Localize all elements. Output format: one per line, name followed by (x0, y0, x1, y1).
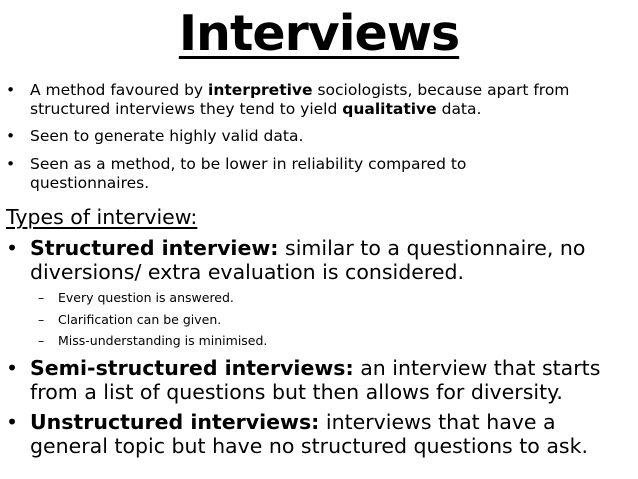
slide-title (0, 4, 638, 64)
intro-bullet-2 (6, 127, 630, 146)
structured-point-3 (38, 333, 618, 349)
unstructured-text: interviews that have a general topic but have no structured questions to ask. (30, 410, 588, 458)
intro-bullet-1-part-1: A method favoured by (30, 81, 209, 99)
intro-bullet-1-bold-interpretive: interpretive (208, 81, 313, 99)
structured-point-3-text: Miss-understanding is minimised. (58, 333, 268, 348)
bullet-icon: • (6, 155, 16, 173)
dash-icon: – (38, 312, 45, 327)
bullet-icon: • (6, 356, 19, 380)
intro-bullet-2-text: Seen to generate highly valid data. (30, 127, 304, 145)
structured-text: similar to a questionnaire, no diversions/ extra evaluation is considered. (30, 236, 586, 284)
structured-point-1 (38, 290, 618, 306)
unstructured-bullet (6, 410, 620, 458)
intro-bullet-1-part-5: data. (436, 100, 482, 118)
slide-title-text: Interviews (178, 5, 460, 62)
semi-structured-term: Semi-structured interviews: (30, 356, 354, 380)
semi-structured-text: an interview that starts from a list of questions but then allows for diversity. (30, 356, 601, 404)
intro-bullet-1-bold-qualitative: qualitative (342, 100, 437, 118)
structured-point-2-text: Clarification can be given. (58, 312, 222, 327)
intro-bullet-3-text: Seen as a method, to be lower in reliability compared to questionnaires. (30, 155, 467, 192)
bullet-icon: • (6, 410, 19, 434)
intro-bullet-1 (6, 81, 630, 119)
types-heading: Types of interview: (6, 205, 198, 229)
intro-bullet-3 (6, 155, 570, 193)
bullet-icon: • (6, 81, 16, 99)
intro-bullet-1-part-3: sociologists, because apart from structured interviews they tend to yield (30, 81, 570, 118)
bullet-icon: • (6, 236, 19, 260)
structured-term: Structured interview: (30, 236, 279, 260)
structured-bullet (6, 236, 590, 284)
semi-structured-bullet (6, 356, 630, 404)
dash-icon: – (38, 333, 45, 348)
structured-point-2 (38, 312, 618, 328)
bullet-icon: • (6, 127, 16, 145)
unstructured-term: Unstructured interviews: (30, 410, 320, 434)
structured-point-1-text: Every question is answered. (58, 290, 234, 305)
dash-icon: – (38, 290, 45, 305)
